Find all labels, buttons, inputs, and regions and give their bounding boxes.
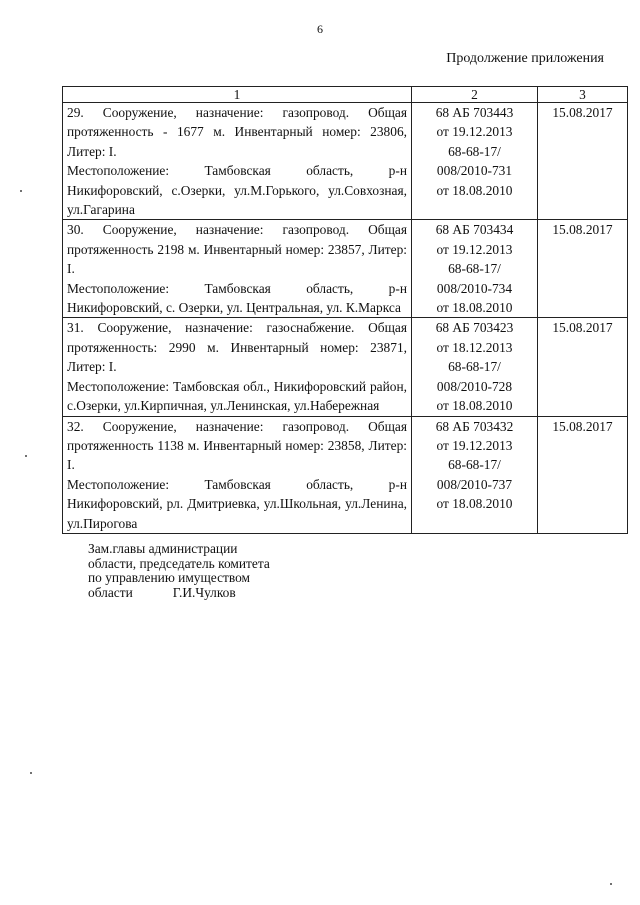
registration-line: 68 АБ 703423 [435, 320, 514, 336]
object-description-cell [63, 103, 412, 220]
object-description-cell [63, 416, 412, 533]
page-number: 6 [317, 22, 323, 36]
registration-line: 008/2010-734 [436, 280, 513, 296]
object-location: Местоположение: Тамбовская область, р-н Никифоровский, с.Озерки, ул.М.Горького, ул.Совхозная, ул.Гагарина [67, 163, 407, 218]
registration-line: от 19.12.2013 [436, 437, 513, 453]
registration-line: от 19.12.2013 [436, 241, 513, 257]
scan-speck [30, 772, 32, 774]
registration-line: от 18.08.2010 [436, 398, 513, 414]
registration-cell [412, 318, 538, 416]
signature-block [88, 542, 270, 600]
object-location: Местоположение: Тамбовская область, р-н Никифоровский, с. Озерки, ул. Центральная, ул. К.Маркса [67, 280, 407, 316]
registration-line: от 18.12.2013 [436, 339, 513, 355]
object-description-cell [63, 220, 412, 318]
property-table [62, 86, 628, 534]
signature-title-line: области [88, 584, 133, 600]
scan-speck [610, 883, 612, 885]
object-description: 29. Сооружение, назначение: газопровод. Общая протяженность - 1677 м. Инвентарный номер: 23806, Литер: I. [67, 105, 407, 159]
header-cell-2: 2 [412, 87, 538, 103]
signature-title-line: Зам.главы администрации [88, 541, 238, 556]
header-cell-1: 1 [63, 87, 412, 103]
registration-line: 68 АБ 703434 [435, 222, 514, 238]
object-location: Местоположение: Тамбовская область, р-н Никифоровский, рл. Дмитриевка, ул.Школьная, ул.Ленина, ул.Пирогова [67, 476, 407, 531]
date-cell: 15.08.2017 [538, 318, 628, 416]
registration-line: 68-68-17/ [448, 457, 501, 473]
table-row [63, 103, 628, 220]
registration-line: 008/2010-737 [436, 476, 513, 492]
header-cell-3: 3 [538, 87, 628, 103]
object-location: Местоположение: Тамбовская обл., Никифоровский район, с.Озерки, ул.Кирпичная, ул.Ленинская, ул.Набережная [67, 378, 407, 414]
registration-line: 008/2010-731 [436, 163, 513, 179]
registration-cell [412, 416, 538, 533]
scan-speck [25, 455, 27, 457]
registration-line: от 18.08.2010 [436, 496, 513, 512]
date-cell: 15.08.2017 [538, 103, 628, 220]
registration-line: 68 АБ 703432 [435, 418, 514, 434]
registration-line: 68-68-17/ [448, 359, 501, 375]
continuation-label: Продолжение приложения [446, 51, 604, 66]
object-description: 32. Сооружение, назначение: газопровод. Общая протяженность 1138 м. Инвентарный номер: 23858, Литер: I. [67, 418, 407, 473]
registration-line: от 19.12.2013 [436, 124, 513, 140]
registration-line: 008/2010-728 [436, 378, 513, 394]
signatory-name: Г.И.Чулков [172, 584, 236, 600]
scan-speck [20, 190, 22, 192]
object-description-cell [63, 318, 412, 416]
registration-line: 68-68-17/ [448, 261, 501, 277]
registration-line: 68 АБ 703443 [435, 105, 514, 120]
registration-line: 68-68-17/ [448, 143, 501, 159]
date-cell: 15.08.2017 [538, 416, 628, 533]
signature-last-line [88, 586, 270, 601]
registration-line: от 18.08.2010 [436, 182, 513, 198]
signature-title-line: области, председатель комитета [88, 555, 270, 571]
date-cell: 15.08.2017 [538, 220, 628, 318]
registration-cell [412, 220, 538, 318]
object-description: 30. Сооружение, назначение: газопровод. Общая протяженность 2198 м. Инвентарный номер: 23857, Литер: I. [67, 222, 407, 277]
object-description: 31. Сооружение, назначение: газоснабжение. Общая протяженность: 2990 м. Инвентарный номер: 23871, Литер: I. [67, 320, 407, 375]
registration-line: от 18.08.2010 [436, 300, 513, 316]
registration-cell [412, 103, 538, 220]
table-row [63, 318, 628, 416]
table-row [63, 220, 628, 318]
signature-title-line: по управлению имуществом [88, 570, 251, 585]
table-header-row [63, 87, 628, 103]
table-row [63, 416, 628, 533]
